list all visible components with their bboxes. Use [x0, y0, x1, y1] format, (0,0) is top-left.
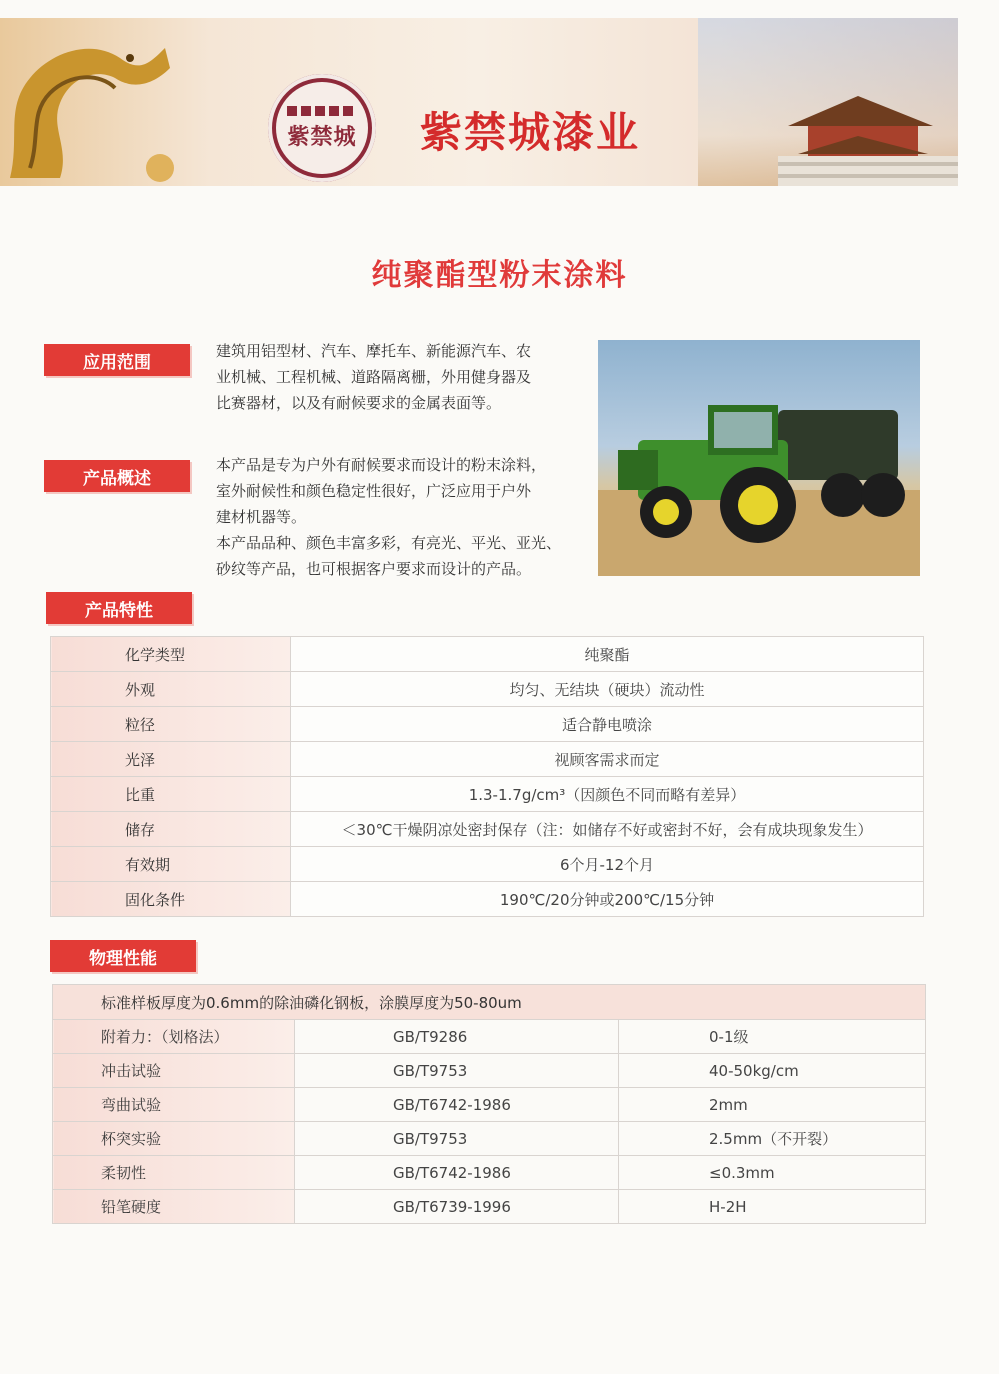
physical-note: 标准样板厚度为0.6mm的除油磷化钢板，涂膜厚度为50-80um [53, 985, 926, 1020]
table-row [53, 1190, 926, 1224]
section-label-application: 应用范围 [44, 344, 190, 376]
table-row [51, 812, 924, 847]
table-row [53, 1020, 926, 1054]
test-standard: GB/T6742-1986 [295, 1088, 619, 1122]
test-name: 杯突实验 [53, 1122, 295, 1156]
test-standard: GB/T9753 [295, 1122, 619, 1156]
table-row [53, 1122, 926, 1156]
table-row [53, 1156, 926, 1190]
test-result: 2mm [619, 1088, 926, 1122]
feature-key: 外观 [51, 672, 291, 707]
feature-key: 储存 [51, 812, 291, 847]
physical-table [52, 984, 926, 1224]
brand-name: 紫禁城漆业 [420, 108, 641, 157]
table-row [51, 742, 924, 777]
feature-key: 粒径 [51, 707, 291, 742]
test-standard: GB/T9753 [295, 1054, 619, 1088]
test-result: 40-50kg/cm [619, 1054, 926, 1088]
table-row [53, 985, 926, 1020]
table-row [51, 882, 924, 917]
test-standard: GB/T9286 [295, 1020, 619, 1054]
tractor-photo [598, 340, 920, 576]
test-name: 弯曲试验 [53, 1088, 295, 1122]
header-banner [0, 18, 958, 186]
test-name: 附着力：（划格法） [53, 1020, 295, 1054]
test-name: 冲击试验 [53, 1054, 295, 1088]
table-row [53, 1088, 926, 1122]
application-text: 建筑用铝型材、汽车、摩托车、新能源汽车、农 业机械、工程机械、道路隔离栅，外用健身器及 比赛器材，以及有耐候要求的金属表面等。 [216, 342, 532, 412]
feature-value: 纯聚酯 [291, 637, 924, 672]
section-label-features: 产品特性 [46, 592, 192, 624]
features-table [50, 636, 924, 917]
feature-value: 均匀、无结块（硬块）流动性 [291, 672, 924, 707]
feature-value: 1.3-1.7g/cm³（因颜色不同而略有差异） [291, 777, 924, 812]
feature-value: 190℃/20分钟或200℃/15分钟 [291, 882, 924, 917]
table-row [51, 672, 924, 707]
tractor-icon [598, 340, 920, 576]
overview-text: 本产品是专为户外有耐候要求而设计的粉末涂料， 室外耐候性和颜色稳定性很好，广泛应用于户外 建材机器等。 本产品品种、颜色丰富多彩，有亮光、平光、亚光、 砂纹等产品，也可根据客户要求而设计的产品。 [216, 456, 562, 578]
table-row [51, 707, 924, 742]
test-result: H-2H [619, 1190, 926, 1224]
feature-key: 光泽 [51, 742, 291, 777]
seal-text: 紫禁城 [287, 123, 357, 150]
feature-key: 固化条件 [51, 882, 291, 917]
test-name: 柔韧性 [53, 1156, 295, 1190]
golden-dragon-icon [0, 18, 180, 186]
test-result: ≤0.3mm [619, 1156, 926, 1190]
feature-value: 视顾客需求而定 [291, 742, 924, 777]
test-standard: GB/T6739-1996 [295, 1190, 619, 1224]
city-wall-icon [287, 106, 357, 116]
table-row [51, 777, 924, 812]
test-standard: GB/T6742-1986 [295, 1156, 619, 1190]
product-title: 纯聚酯型粉末涂料 [371, 258, 628, 293]
feature-key: 比重 [51, 777, 291, 812]
feature-key: 有效期 [51, 847, 291, 882]
section-label-overview: 产品概述 [44, 460, 190, 492]
feature-value: 6个月-12个月 [291, 847, 924, 882]
table-row [53, 1054, 926, 1088]
table-row [51, 637, 924, 672]
palace-icon [758, 66, 958, 186]
test-result: 0-1级 [619, 1020, 926, 1054]
feature-value: 适合静电喷涂 [291, 707, 924, 742]
section-label-physical: 物理性能 [50, 940, 196, 972]
feature-value: ＜30℃干燥阴凉处密封保存（注：如储存不好或密封不好，会有成块现象发生） [291, 812, 924, 847]
feature-key: 化学类型 [51, 637, 291, 672]
table-row [51, 847, 924, 882]
brand-seal-logo [268, 74, 376, 182]
test-name: 铅笔硬度 [53, 1190, 295, 1224]
test-result: 2.5mm（不开裂） [619, 1122, 926, 1156]
